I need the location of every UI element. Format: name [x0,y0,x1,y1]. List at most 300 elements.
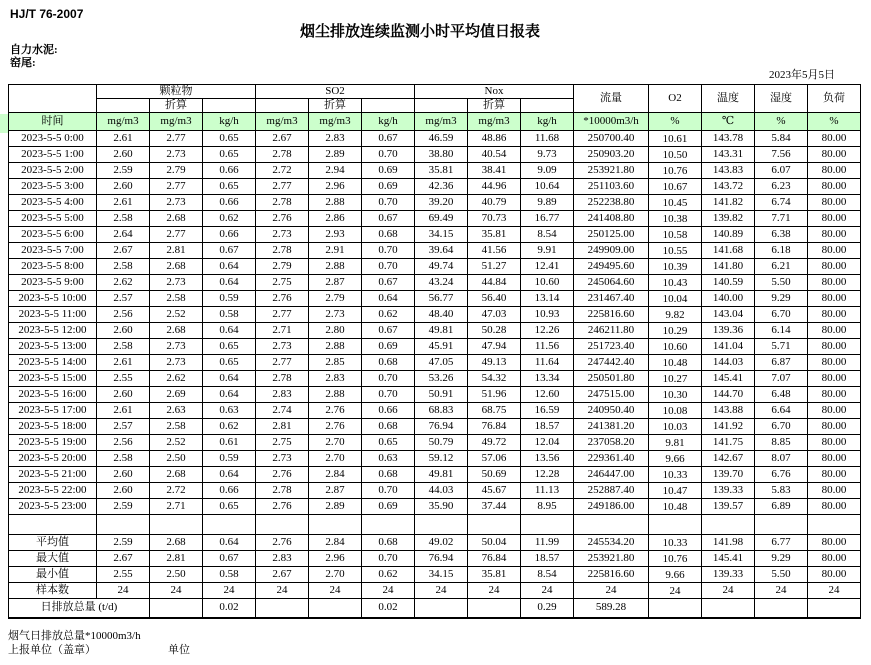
value-cell: 24 [808,582,861,598]
value-cell: 16.77 [521,210,574,226]
value-cell: 0.66 [203,162,256,178]
value-cell: 2.60 [97,386,150,402]
row-label-cell: 最大值 [9,550,97,566]
value-cell: 9.29 [755,550,808,566]
value-cell: 80.00 [808,130,861,146]
value-cell: 2.57 [97,418,150,434]
value-cell: 2.73 [150,354,203,370]
value-cell [702,514,755,534]
value-cell [649,514,702,534]
value-cell [521,514,574,534]
value-cell: 80.00 [808,534,861,550]
value-cell: 2.78 [256,242,309,258]
value-cell: 24 [415,582,468,598]
row-label-cell: 2023-5-5 17:00 [9,402,97,418]
value-cell: 80.00 [808,306,861,322]
value-cell: 2.84 [309,466,362,482]
value-cell: 2.59 [97,162,150,178]
value-cell: 41.56 [468,242,521,258]
value-cell: 59.12 [415,450,468,466]
value-cell [808,598,861,618]
value-cell: 49.74 [415,258,468,274]
value-cell: 9.09 [521,162,574,178]
value-cell: 2.79 [150,162,203,178]
value-cell: 49.02 [415,534,468,550]
value-cell: 80.00 [808,274,861,290]
value-cell: 10.43 [649,274,702,290]
value-cell: 246211.80 [574,322,649,338]
value-cell: 0.68 [362,534,415,550]
value-cell: 140.59 [702,274,755,290]
value-cell: 80.00 [808,322,861,338]
value-cell: 0.62 [362,566,415,582]
data-row [9,322,861,338]
value-cell: 250125.00 [574,226,649,242]
value-cell: 18.57 [521,418,574,434]
value-cell: 143.04 [702,306,755,322]
value-cell: 2.96 [309,178,362,194]
value-cell: 0.63 [203,402,256,418]
data-row [9,290,861,306]
value-cell: 0.65 [203,338,256,354]
value-cell: 2.67 [97,550,150,566]
blank-cell [521,99,574,113]
value-cell: 12.26 [521,322,574,338]
col-header-flow: 流量 [574,85,649,113]
value-cell: 2.88 [309,194,362,210]
value-cell: 6.18 [755,242,808,258]
value-cell: 6.89 [755,498,808,514]
value-cell: 50.69 [468,466,521,482]
report-table [8,84,861,619]
value-cell: 240950.40 [574,402,649,418]
value-cell: 144.70 [702,386,755,402]
value-cell: 10.50 [649,146,702,162]
value-cell: 80.00 [808,402,861,418]
page-title: 烟尘排放连续监测小时平均值日报表 [299,24,540,40]
value-cell: 68.75 [468,402,521,418]
value-cell: 69.49 [415,210,468,226]
data-row [9,242,861,258]
col-header-humidity: 湿度 [755,85,808,113]
col-header-temperature: 温度 [702,85,755,113]
value-cell: 47.94 [468,338,521,354]
value-cell: 141.98 [702,534,755,550]
value-cell: 245064.60 [574,274,649,290]
value-cell: 2.78 [256,194,309,210]
value-cell: 56.77 [415,290,468,306]
value-cell: 2.61 [97,194,150,210]
value-cell: 2.60 [97,482,150,498]
value-cell: 2.76 [256,498,309,514]
value-cell [468,598,521,618]
value-cell: 143.31 [702,146,755,162]
value-cell: 140.89 [702,226,755,242]
value-cell: 0.67 [203,550,256,566]
row-label-cell: 样本数 [9,582,97,598]
value-cell [203,514,256,534]
value-cell: 9.91 [521,242,574,258]
value-cell: 2.88 [309,386,362,402]
value-cell: 48.86 [468,130,521,146]
value-cell: 2.96 [309,550,362,566]
value-cell: 2.68 [150,322,203,338]
value-cell: 34.15 [415,226,468,242]
value-cell: 0.59 [203,290,256,306]
value-cell: 6.21 [755,258,808,274]
value-cell: 2.67 [256,130,309,146]
value-cell: 229361.40 [574,450,649,466]
value-cell: 10.33 [649,466,702,482]
value-cell: 141.75 [702,434,755,450]
value-cell: 39.64 [415,242,468,258]
value-cell: 2.76 [256,466,309,482]
value-cell: 247515.00 [574,386,649,402]
value-cell: 2.60 [97,146,150,162]
separator-row [9,514,861,534]
data-row [9,146,861,162]
value-cell: 50.91 [415,386,468,402]
blank-cell [203,99,256,113]
daily-total-row [9,598,861,618]
value-cell: 2.94 [309,162,362,178]
value-cell: 10.64 [521,178,574,194]
data-row [9,178,861,194]
value-cell: 57.06 [468,450,521,466]
value-cell: 16.59 [521,402,574,418]
value-cell: 2.85 [309,354,362,370]
unit-header-flow: *10000m3/h [574,112,649,130]
value-cell: 2.61 [97,130,150,146]
summary-row [9,550,861,566]
value-cell: 70.73 [468,210,521,226]
row-label-cell: 2023-5-5 12:00 [9,322,97,338]
value-cell: 143.88 [702,402,755,418]
value-cell: 6.77 [755,534,808,550]
value-cell: 10.55 [649,242,702,258]
value-cell: 76.84 [468,550,521,566]
value-cell: 141.80 [702,258,755,274]
value-cell: 80.00 [808,178,861,194]
value-cell: 11.64 [521,354,574,370]
value-cell: 50.79 [415,434,468,450]
value-cell: 9.29 [755,290,808,306]
value-cell: 0.65 [203,354,256,370]
col-header-o2: O2 [649,85,702,113]
value-cell: 140.00 [702,290,755,306]
value-cell: 10.29 [649,322,702,338]
value-cell: 241408.80 [574,210,649,226]
value-cell: 2.63 [150,402,203,418]
value-cell: 50.04 [468,534,521,550]
value-cell: 6.70 [755,306,808,322]
value-cell: 45.91 [415,338,468,354]
value-cell: 24 [521,582,574,598]
value-cell: 2.74 [256,402,309,418]
col-header-load: 负荷 [808,85,861,113]
value-cell: 45.67 [468,482,521,498]
row-label-cell: 2023-5-5 4:00 [9,194,97,210]
value-cell [755,598,808,618]
value-cell: 2.87 [309,274,362,290]
value-cell: 7.56 [755,146,808,162]
value-cell: 0.65 [362,434,415,450]
value-cell: 40.79 [468,194,521,210]
data-row [9,210,861,226]
col-group-so2: SO2 [256,85,415,99]
value-cell: 5.50 [755,566,808,582]
row-label-cell: 2023-5-5 14:00 [9,354,97,370]
value-cell: 9.82 [649,306,702,322]
row-label-cell: 2023-5-5 6:00 [9,226,97,242]
value-cell: 0.70 [362,258,415,274]
value-cell: 10.45 [649,194,702,210]
value-cell: 11.68 [521,130,574,146]
value-cell: 143.83 [702,162,755,178]
value-cell: 6.48 [755,386,808,402]
value-cell: 2.59 [97,534,150,550]
value-cell: 43.24 [415,274,468,290]
value-cell: 0.67 [362,322,415,338]
data-row [9,450,861,466]
value-cell: 2.52 [150,434,203,450]
value-cell: 2.77 [150,226,203,242]
value-cell: 10.38 [649,210,702,226]
value-cell: 10.03 [649,418,702,434]
value-cell: 2.78 [256,370,309,386]
value-cell: 10.67 [649,178,702,194]
value-cell: 2.73 [256,226,309,242]
value-cell: 2.76 [256,534,309,550]
value-cell: 2.69 [150,386,203,402]
row-label-cell: 2023-5-5 2:00 [9,162,97,178]
value-cell: 24 [755,582,808,598]
value-cell: 10.33 [649,534,702,550]
value-cell [574,514,649,534]
value-cell: 50.28 [468,322,521,338]
value-cell: 0.70 [362,386,415,402]
value-cell: 225816.60 [574,566,649,582]
value-cell [97,514,150,534]
value-cell: 12.28 [521,466,574,482]
value-cell: 0.59 [203,450,256,466]
value-cell: 6.76 [755,466,808,482]
value-cell: 9.66 [649,450,702,466]
value-cell: 2.81 [150,550,203,566]
unit-header-humidity-pct: % [755,112,808,130]
value-cell: 0.64 [203,466,256,482]
reporting-unit-label: 上报单位（盖章） [8,644,96,656]
value-cell: 2.89 [309,146,362,162]
row-label-cell: 2023-5-5 5:00 [9,210,97,226]
value-cell: 2.62 [97,274,150,290]
row-label-cell: 2023-5-5 19:00 [9,434,97,450]
value-cell: 250501.80 [574,370,649,386]
value-cell: 2.60 [97,322,150,338]
conversion-header-nox: 折算 [468,99,521,113]
value-cell: 0.66 [203,226,256,242]
summary-row [9,534,861,550]
value-cell: 0.58 [203,566,256,582]
value-cell: 2.58 [97,258,150,274]
value-cell: 80.00 [808,434,861,450]
value-cell: 249495.60 [574,258,649,274]
value-cell: 76.94 [415,418,468,434]
value-cell: 237058.20 [574,434,649,450]
value-cell: 10.60 [649,338,702,354]
value-cell: 0.64 [203,258,256,274]
value-cell: 80.00 [808,418,861,434]
value-cell: 0.67 [203,242,256,258]
value-cell: 145.41 [702,370,755,386]
value-cell: 12.04 [521,434,574,450]
value-cell: 0.70 [362,482,415,498]
value-cell: 10.30 [649,386,702,402]
value-cell: 0.65 [203,498,256,514]
value-cell: 6.07 [755,162,808,178]
data-row [9,498,861,514]
value-cell: 35.81 [468,566,521,582]
value-cell: 2.86 [309,210,362,226]
value-cell [309,514,362,534]
value-cell: 2.83 [256,386,309,402]
row-label-cell: 2023-5-5 10:00 [9,290,97,306]
value-cell: 2.73 [256,450,309,466]
value-cell: 49.81 [415,466,468,482]
blank-cell [362,99,415,113]
value-cell: 249909.00 [574,242,649,258]
value-cell: 225816.60 [574,306,649,322]
row-label-cell: 2023-5-5 3:00 [9,178,97,194]
value-cell: 2.78 [256,482,309,498]
row-label-cell: 2023-5-5 1:00 [9,146,97,162]
unit-header-pm-kgh: kg/h [203,112,256,130]
value-cell: 76.94 [415,550,468,566]
value-cell: 141.04 [702,338,755,354]
value-cell [468,514,521,534]
data-row [9,466,861,482]
value-cell: 2.81 [150,242,203,258]
value-cell: 49.81 [415,322,468,338]
value-cell: 11.13 [521,482,574,498]
value-cell: 10.48 [649,354,702,370]
value-cell: 0.62 [362,306,415,322]
value-cell: 44.03 [415,482,468,498]
value-cell: 6.23 [755,178,808,194]
row-label-cell: 2023-5-5 20:00 [9,450,97,466]
data-row [9,386,861,402]
value-cell: 24 [97,582,150,598]
data-row [9,194,861,210]
value-cell: 10.60 [521,274,574,290]
value-cell: 6.74 [755,194,808,210]
value-cell: 2.52 [150,306,203,322]
value-cell [150,598,203,618]
blank-cell [256,99,309,113]
value-cell: 11.99 [521,534,574,550]
value-cell: 7.71 [755,210,808,226]
value-cell: 2.72 [256,162,309,178]
value-cell: 0.64 [362,290,415,306]
value-cell: 0.66 [203,482,256,498]
value-cell: 0.64 [203,534,256,550]
value-cell: 2.61 [97,402,150,418]
value-cell: 80.00 [808,482,861,498]
value-cell: 48.40 [415,306,468,322]
value-cell: 10.48 [649,498,702,514]
value-cell: 10.76 [649,162,702,178]
value-cell: 0.70 [362,370,415,386]
value-cell: 2.77 [150,130,203,146]
value-cell: 2.50 [150,566,203,582]
value-cell: 46.59 [415,130,468,146]
row-label-cell: 2023-5-5 18:00 [9,418,97,434]
value-cell: 144.03 [702,354,755,370]
value-cell: 2.73 [150,274,203,290]
unit-header-so2-conv-mg: mg/m3 [309,112,362,130]
value-cell: 2.79 [256,258,309,274]
unit-header-pm-mg: mg/m3 [97,112,150,130]
value-cell: 0.62 [203,418,256,434]
value-cell: 80.00 [808,290,861,306]
unit-header-so2-mg: mg/m3 [256,112,309,130]
value-cell: 35.90 [415,498,468,514]
value-cell: 6.64 [755,402,808,418]
value-cell: 2.76 [256,290,309,306]
value-cell: 2.73 [256,338,309,354]
row-label-cell: 2023-5-5 0:00 [9,130,97,146]
value-cell: 0.69 [362,178,415,194]
value-cell: 2.89 [309,498,362,514]
value-cell: 0.68 [362,418,415,434]
value-cell: 24 [574,582,649,598]
value-cell [150,514,203,534]
unit-header-nox-mg: mg/m3 [415,112,468,130]
value-cell: 2.87 [309,482,362,498]
value-cell: 80.00 [808,566,861,582]
value-cell: 10.76 [649,550,702,566]
value-cell: 145.41 [702,550,755,566]
value-cell: 0.67 [362,130,415,146]
row-label-cell: 2023-5-5 11:00 [9,306,97,322]
value-cell: 10.47 [649,482,702,498]
value-cell: 2.76 [256,210,309,226]
value-cell: 35.81 [468,226,521,242]
value-cell: 2.62 [150,370,203,386]
value-cell: 253921.80 [574,162,649,178]
value-cell: 0.69 [362,338,415,354]
value-cell: 2.57 [97,290,150,306]
value-cell: 2.93 [309,226,362,242]
row-label-cell: 2023-5-5 9:00 [9,274,97,290]
value-cell: 2.91 [309,242,362,258]
value-cell: 0.65 [203,178,256,194]
value-cell: 245534.20 [574,534,649,550]
value-cell: 2.80 [309,322,362,338]
value-cell: 24 [649,582,702,598]
value-cell: 80.00 [808,466,861,482]
value-cell: 2.70 [309,566,362,582]
value-cell: 80.00 [808,450,861,466]
standard-number: HJ/T 76-2007 [10,7,84,21]
value-cell: 2.68 [150,466,203,482]
value-cell: 24 [256,582,309,598]
value-cell: 2.73 [150,194,203,210]
value-cell: 0.64 [203,370,256,386]
value-cell: 51.96 [468,386,521,402]
value-cell: 141.82 [702,194,755,210]
value-cell: 2.71 [150,498,203,514]
